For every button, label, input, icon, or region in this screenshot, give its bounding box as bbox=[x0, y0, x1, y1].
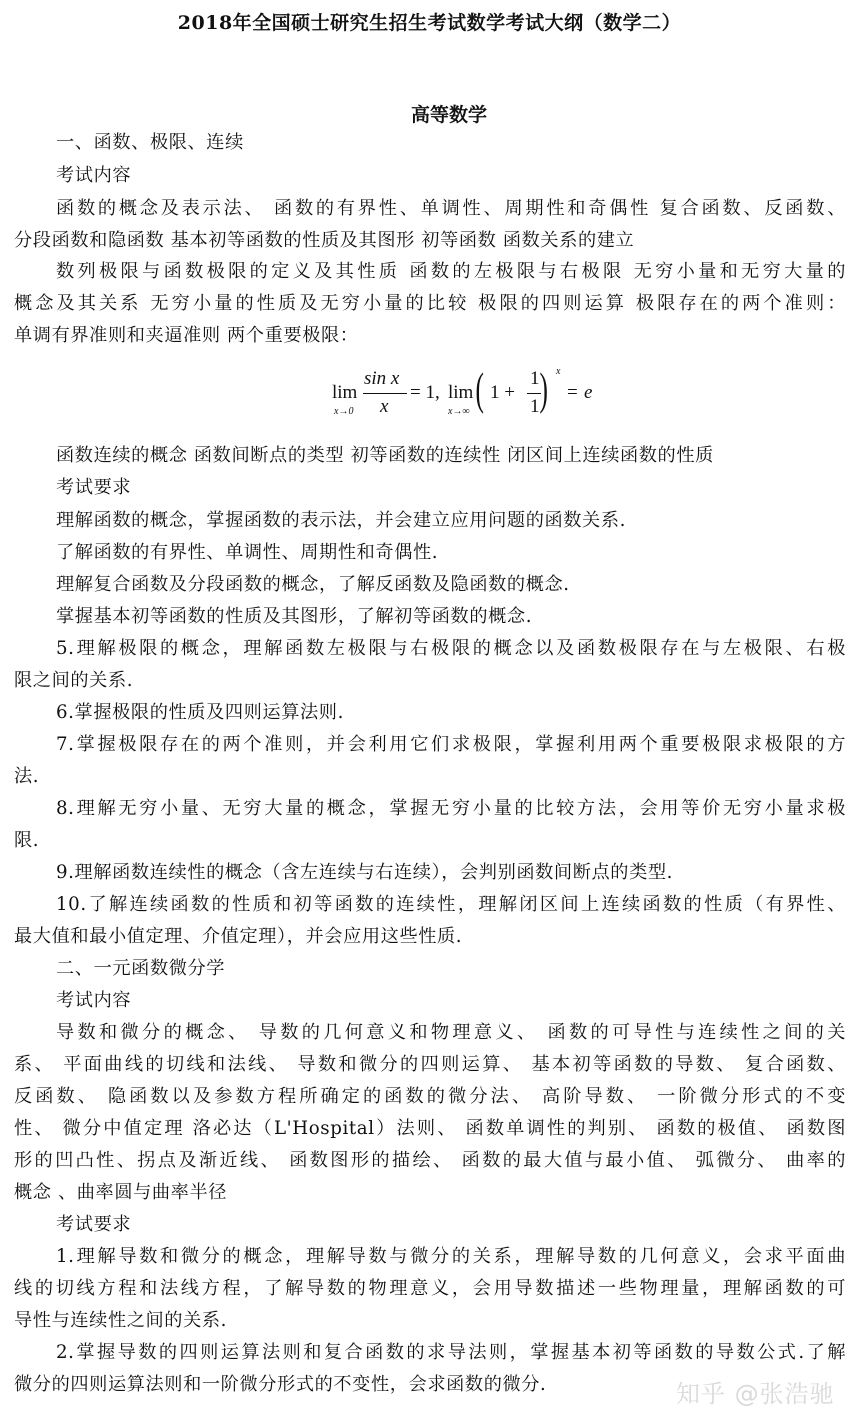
part1-content-line: 函数连续的概念 函数间断点的类型 初等函数的连续性 闭区间上连续函数的性质 bbox=[56, 445, 714, 466]
part2-requirement: 1.理解导数和微分的概念，理解导数与微分的关系，理解导数的几何意义，会求平面曲 bbox=[56, 1246, 846, 1267]
part1-requirement: 7.掌握极限存在的两个准则，并会利用它们求极限，掌握利用两个重要极限求极限的方 bbox=[56, 734, 846, 755]
fraction-denominator: x bbox=[380, 396, 389, 417]
part1-content-line: 数列极限与函数极限的定义及其性质 函数的左极限与右极限 无穷小量和无穷大量的 bbox=[56, 261, 846, 282]
part2-heading: 二、一元函数微分学 bbox=[56, 958, 226, 979]
exponent: x bbox=[556, 366, 561, 377]
part2-content-label: 考试内容 bbox=[56, 990, 132, 1011]
part1-content-line: 单调有界准则和夹逼准则 两个重要极限： bbox=[14, 325, 359, 346]
part1-requirement: 6.掌握极限的性质及四则运算法则. bbox=[56, 702, 344, 723]
part2-requirement: 微分的四则运算法则和一阶微分形式的不变性，会求函数的微分. bbox=[14, 1374, 547, 1395]
part2-requirement: 2.掌握导数的四则运算法则和复合函数的求导法则，掌握基本初等函数的导数公式.了解 bbox=[56, 1342, 846, 1363]
part2-content-line: 形的凹凸性、拐点及渐近线、 函数图形的描绘、 函数的最大值与最小值、 弧微分、 曲率的 bbox=[14, 1150, 846, 1171]
part1-requirements-label: 考试要求 bbox=[56, 477, 132, 498]
section-title: 高等数学 bbox=[410, 104, 487, 126]
result: e bbox=[584, 382, 593, 403]
part1-requirement: 法. bbox=[14, 766, 40, 787]
part1-requirement: 9.理解函数连续性的概念（含左连续与右连续），会判别函数间断点的类型. bbox=[56, 862, 674, 883]
part1-requirement: 了解函数的有界性、单调性、周期性和奇偶性. bbox=[56, 542, 439, 563]
part2-content-line: 系、 平面曲线的切线和法线、 导数和微分的四则运算、 基本初等函数的导数、 复合函数、 bbox=[14, 1054, 846, 1075]
part1-requirement: 限. bbox=[14, 830, 40, 851]
part1-content-line: 分段函数和隐函数 基本初等函数的性质及其图形 初等函数 函数关系的建立 bbox=[14, 230, 635, 251]
part1-requirement: 限之间的关系. bbox=[14, 670, 134, 691]
fraction-denominator: 1 bbox=[530, 396, 540, 417]
equals: = bbox=[567, 382, 578, 403]
lim-operator: lim bbox=[448, 382, 474, 403]
equals-one: = 1, bbox=[410, 382, 440, 403]
part2-content-line: 导数和微分的概念、 导数的几何意义和物理意义、 函数的可导性与连续性之间的关 bbox=[56, 1022, 846, 1043]
part2-content-line: 性、 微分中值定理 洛必达（L'Hospital）法则、 函数单调性的判别、 函数的极值、 函数图 bbox=[14, 1118, 846, 1139]
part1-heading: 一、函数、极限、连续 bbox=[56, 132, 244, 153]
document-title: 2018年全国硕士研究生招生考试数学考试大纲（数学二） bbox=[177, 12, 682, 34]
part2-content-line: 概念 、曲率圆与曲率半径 bbox=[14, 1182, 228, 1203]
lim-subscript: x→∞ bbox=[448, 406, 470, 417]
part1-requirement: 5.理解极限的概念，理解函数左极限与右极限的概念以及函数极限存在与左极限、右极 bbox=[56, 638, 846, 659]
part2-requirement: 线的切线方程和法线方程，了解导数的物理意义，会用导数描述一些物理量，理解函数的可 bbox=[14, 1278, 846, 1299]
paren-open: ( bbox=[475, 363, 484, 414]
lim-subscript: x→0 bbox=[334, 406, 354, 417]
part1-content-line: 函数的概念及表示法、 函数的有界性、单调性、周期性和奇偶性 复合函数、反函数、 bbox=[56, 198, 846, 219]
one-plus: 1 + bbox=[490, 382, 515, 403]
part2-requirements-label: 考试要求 bbox=[56, 1214, 132, 1235]
zhihu-watermark: 知乎 @张浩驰 bbox=[676, 1380, 835, 1408]
part1-requirement: 理解复合函数及分段函数的概念，了解反函数及隐函数的概念. bbox=[56, 574, 570, 595]
part1-content-line: 概念及其关系 无穷小量的性质及无穷小量的比较 极限的四则运算 极限存在的两个准则： bbox=[14, 293, 846, 314]
part1-content-label: 考试内容 bbox=[56, 165, 132, 186]
fraction-numerator: sin x bbox=[364, 368, 400, 389]
part1-requirement: 10.了解连续函数的性质和初等函数的连续性，理解闭区间上连续函数的性质（有界性、 bbox=[56, 894, 846, 915]
important-limits-formula bbox=[330, 362, 593, 422]
part1-requirement: 掌握基本初等函数的性质及其图形，了解初等函数的概念. bbox=[56, 606, 533, 627]
lim-operator: lim bbox=[332, 382, 358, 403]
part1-requirement: 最大值和最小值定理、介值定理），并会应用这些性质. bbox=[14, 926, 463, 947]
fraction-bar bbox=[363, 393, 407, 394]
part2-requirement: 导性与连续性之间的关系. bbox=[14, 1310, 228, 1331]
paren-close: ) bbox=[539, 363, 548, 414]
part2-content-line: 反函数、 隐函数以及参数方程所确定的函数的微分法、 高阶导数、 一阶微分形式的不变 bbox=[14, 1086, 846, 1107]
part1-requirement: 8.理解无穷小量、无穷大量的概念，掌握无穷小量的比较方法，会用等价无穷小量求极 bbox=[56, 798, 846, 819]
fraction-numerator: 1 bbox=[530, 368, 540, 389]
part1-requirement: 理解函数的概念，掌握函数的表示法，并会建立应用问题的函数关系. bbox=[56, 510, 627, 531]
